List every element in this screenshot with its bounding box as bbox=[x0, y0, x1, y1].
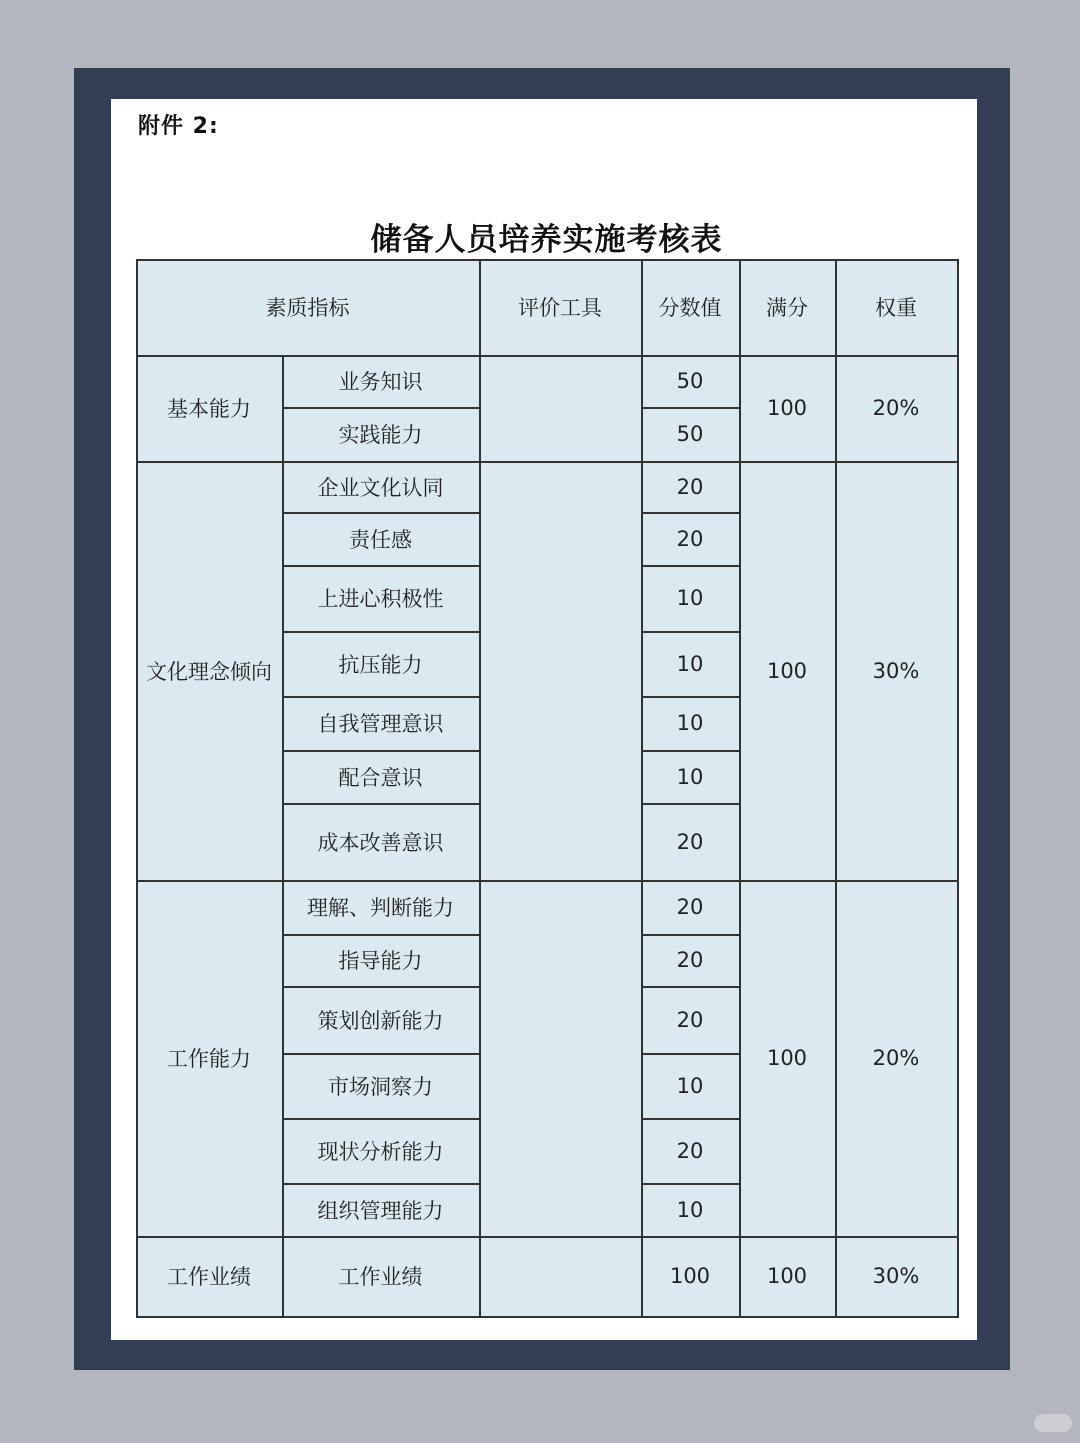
indicator-label: 工作业绩 bbox=[338, 1265, 423, 1289]
indicator-score: 20 bbox=[676, 829, 704, 854]
header-weight: 权重 bbox=[875, 296, 917, 320]
table-rule bbox=[641, 696, 741, 698]
table-rule bbox=[957, 259, 959, 1318]
indicator-score: 20 bbox=[676, 526, 704, 551]
indicator-label: 配合意识 bbox=[338, 765, 423, 790]
indicator-label: 实践能力 bbox=[338, 423, 423, 447]
indicator-label: 策划创新能力 bbox=[317, 1008, 444, 1033]
table-rule bbox=[282, 355, 284, 1318]
header-full-score: 满分 bbox=[766, 296, 808, 320]
indicator-score: 20 bbox=[676, 474, 704, 499]
watermark bbox=[1034, 1414, 1072, 1432]
table-rule bbox=[641, 259, 643, 1318]
table-rule bbox=[641, 1118, 741, 1120]
indicator-score: 10 bbox=[676, 1197, 704, 1222]
indicator-score: 10 bbox=[676, 711, 704, 735]
table-rule bbox=[282, 1118, 481, 1120]
table-rule bbox=[641, 407, 741, 409]
group-name: 工作能力 bbox=[167, 1047, 251, 1071]
indicator-score: 100 bbox=[669, 1264, 711, 1288]
table-rule bbox=[641, 512, 741, 514]
table-rule bbox=[641, 631, 741, 633]
assessment-table bbox=[136, 259, 957, 1316]
indicator-score: 10 bbox=[676, 586, 704, 610]
group-weight: 30% bbox=[872, 1264, 920, 1288]
indicator-label: 业务知识 bbox=[338, 370, 423, 394]
group-weight: 20% bbox=[872, 396, 920, 420]
indicator-label: 市场洞察力 bbox=[328, 1074, 433, 1099]
group-weight: 20% bbox=[872, 1046, 920, 1070]
table-rule bbox=[739, 259, 741, 1318]
table-rule bbox=[282, 986, 481, 988]
document-title: 储备人员培养实施考核表 bbox=[370, 222, 723, 258]
indicator-label: 现状分析能力 bbox=[317, 1139, 444, 1164]
table-rule bbox=[479, 259, 481, 1318]
indicator-label: 组织管理能力 bbox=[317, 1198, 444, 1223]
indicator-score: 50 bbox=[676, 369, 704, 393]
table-rule bbox=[282, 631, 481, 633]
group-full-score: 100 bbox=[766, 658, 808, 683]
group-full-score: 100 bbox=[766, 1046, 808, 1070]
indicator-label: 责任感 bbox=[349, 527, 412, 552]
table-rule bbox=[641, 1053, 741, 1055]
table-rule bbox=[282, 696, 481, 698]
indicator-label: 上进心积极性 bbox=[317, 587, 444, 611]
indicator-score: 10 bbox=[676, 1073, 704, 1098]
indicator-label: 自我管理意识 bbox=[317, 712, 444, 736]
table-rule bbox=[641, 934, 741, 936]
indicator-label: 企业文化认同 bbox=[317, 475, 444, 500]
table-rule bbox=[641, 1183, 741, 1185]
header-score-value: 分数值 bbox=[658, 296, 722, 320]
table-rule bbox=[136, 259, 138, 1318]
table-rule bbox=[282, 512, 481, 514]
table-rule bbox=[641, 565, 741, 567]
table-rule bbox=[641, 750, 741, 752]
table-rule bbox=[282, 803, 481, 805]
table-rule bbox=[282, 1183, 481, 1185]
header-quality-indicator: 素质指标 bbox=[265, 296, 350, 320]
group-name: 基本能力 bbox=[167, 397, 251, 421]
group-full-score: 100 bbox=[766, 396, 808, 420]
table-rule bbox=[282, 407, 481, 409]
indicator-score: 10 bbox=[676, 651, 704, 676]
group-full-score: 100 bbox=[766, 1264, 808, 1288]
indicator-score: 10 bbox=[676, 764, 704, 789]
header-evaluation-tool: 评价工具 bbox=[518, 296, 602, 320]
indicator-score: 20 bbox=[676, 948, 704, 972]
table-rule bbox=[641, 803, 741, 805]
table-rule bbox=[282, 1053, 481, 1055]
indicator-label: 指导能力 bbox=[338, 949, 423, 973]
indicator-score: 50 bbox=[676, 422, 704, 446]
attachment-label: 附件 2: bbox=[138, 114, 219, 139]
table-rule bbox=[835, 259, 837, 1318]
indicator-score: 20 bbox=[676, 1007, 704, 1032]
table-rule bbox=[282, 750, 481, 752]
table-rule bbox=[282, 565, 481, 567]
indicator-label: 成本改善意识 bbox=[317, 830, 444, 855]
indicator-label: 理解、判断能力 bbox=[307, 896, 454, 920]
table-rule bbox=[641, 986, 741, 988]
table-rule bbox=[282, 934, 481, 936]
group-weight: 30% bbox=[872, 658, 920, 683]
group-name: 工作业绩 bbox=[167, 1265, 251, 1289]
indicator-score: 20 bbox=[676, 1138, 704, 1163]
indicator-score: 20 bbox=[676, 895, 704, 919]
group-name: 文化理念倾向 bbox=[146, 659, 272, 684]
indicator-label: 抗压能力 bbox=[338, 652, 423, 677]
